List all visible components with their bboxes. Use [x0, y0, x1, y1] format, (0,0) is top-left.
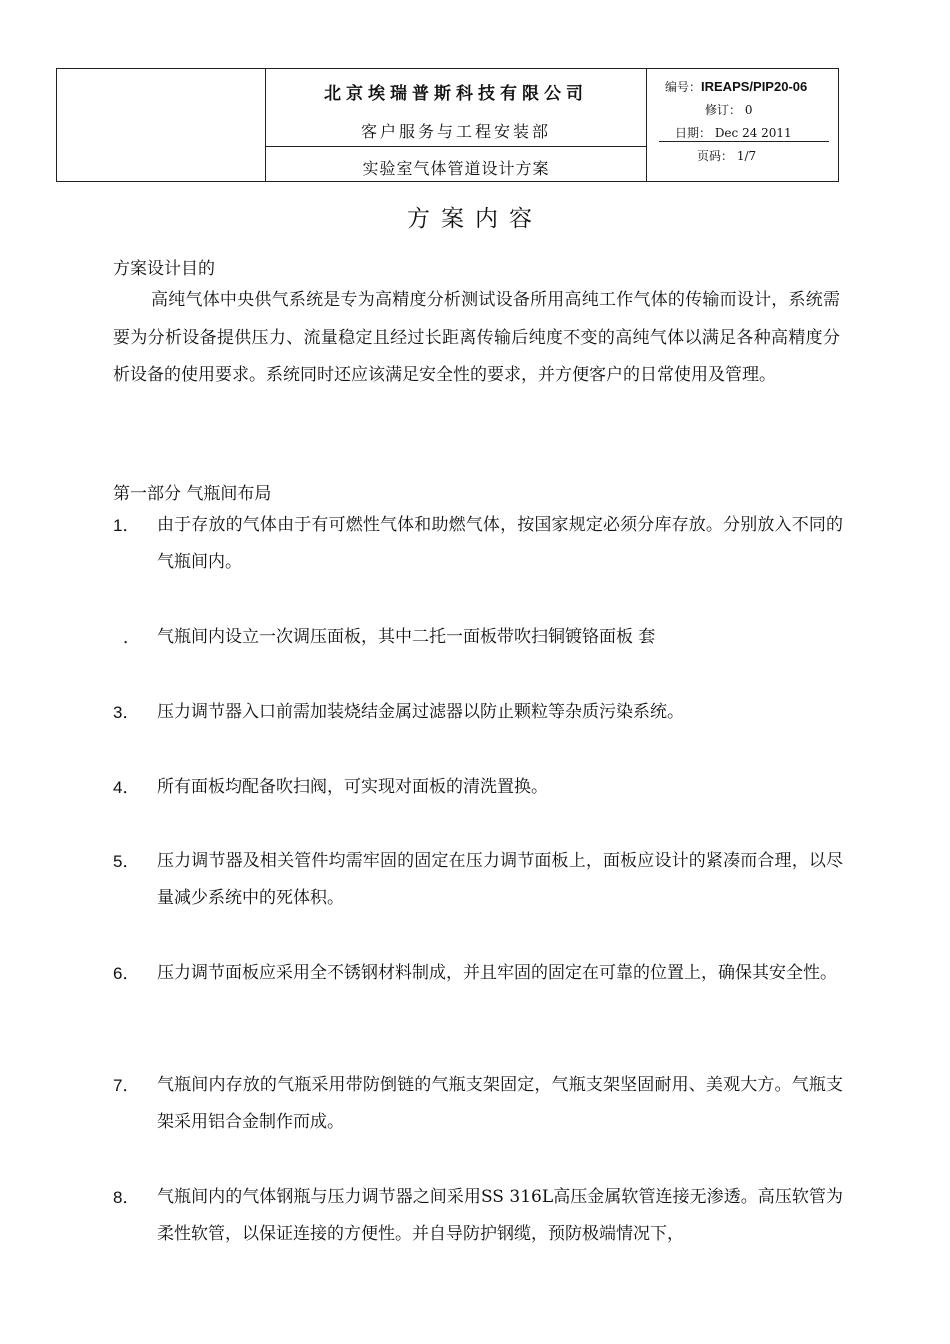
list-item: [113, 843, 843, 917]
page-heading: 方案内容: [407, 206, 543, 232]
list-item-number: 1．: [113, 516, 140, 535]
document-code-value: IREAPS/PIP20-06: [701, 79, 808, 94]
list-item-number: 4．: [113, 778, 140, 797]
list-item-number: 6．: [113, 964, 140, 983]
list-item-number: ．: [123, 628, 140, 647]
document-code: [665, 78, 807, 95]
list-item-text: 压力调节器及相关管件均需牢固的固定在压力调节面板上，面板应设计的紧凑而合理，以尽量减少系统中的死体积。: [157, 851, 843, 908]
list-item: [113, 507, 843, 581]
document-header-table: [56, 68, 839, 182]
list-item-number: 5．: [113, 852, 140, 871]
list-item: [113, 769, 843, 806]
document-page-number: 页码： 1/7: [697, 149, 757, 163]
list-item-number: 8．: [113, 1188, 140, 1207]
list-item-text: 气瓶间内设立一次调压面板，其中二托一面板带吹扫铜镀铬面板 套: [157, 627, 656, 647]
list-item-number: 3．: [113, 703, 140, 722]
part1-title: 第一部分 气瓶间布局: [113, 484, 272, 504]
list-item-text: 气瓶间内的气体钢瓶与压力调节器之间采用SS 316L高压金属软管连接无渗透。高压软管为柔性软管，以保证连接的方便性。并自导防护钢缆，预防极端情况下，: [157, 1187, 843, 1244]
document-title: 实验室气体管道设计方案: [362, 159, 550, 178]
list-item: [113, 955, 843, 992]
document-date: 日期： Dec 24 2011: [675, 126, 792, 140]
list-item: [113, 1179, 843, 1253]
logo-cell: [57, 69, 266, 181]
list-item-text: 压力调节器入口前需加装烧结金属过滤器以防止颗粒等杂质污染系统。: [157, 702, 684, 722]
list-item-text: 气瓶间内存放的气瓶采用带防倒链的气瓶支架固定，气瓶支架坚固耐用、美观大方。气瓶支架采用铝合金制作而成。: [157, 1075, 843, 1132]
purpose-paragraph: 高纯气体中央供气系统是专为高精度分析测试设备所用高纯工作气体的传输而设计，系统需要为分析设备提供压力、流量稳定且经过长距离传输后纯度不变的高纯气体以满足各种高精度分析设备的使用要求。系统同时还应该满足安全性的要求，并方便客户的日常使用及管理。: [113, 290, 840, 385]
header-title-cell: [266, 69, 647, 181]
header-divider: [266, 146, 646, 147]
meta-divider: [659, 141, 829, 142]
company-name: 北京埃瑞普斯科技有限公司: [324, 84, 588, 104]
purpose-title: 方案设计目的: [113, 259, 215, 279]
list-item-number: 7．: [113, 1076, 140, 1095]
list-item-text: 所有面板均配备吹扫阀，可实现对面板的清洗置换。: [157, 777, 548, 797]
list-item: [113, 619, 843, 656]
document-code-label: 编号：: [665, 80, 702, 94]
list-item: [113, 694, 843, 731]
document-revision: 修订： 0: [705, 103, 753, 117]
list-item-text: 由于存放的气体由于有可燃性气体和助燃气体，按国家规定必须分库存放。分别放入不同的气瓶间内。: [157, 515, 843, 572]
department-name: 客户服务与工程安装部: [360, 122, 551, 141]
list-item-text: 压力调节面板应采用全不锈钢材料制成，并且牢固的固定在可靠的位置上，确保其安全性。: [157, 963, 837, 983]
document-meta-cell: [647, 69, 837, 181]
list-item: [113, 1067, 843, 1141]
